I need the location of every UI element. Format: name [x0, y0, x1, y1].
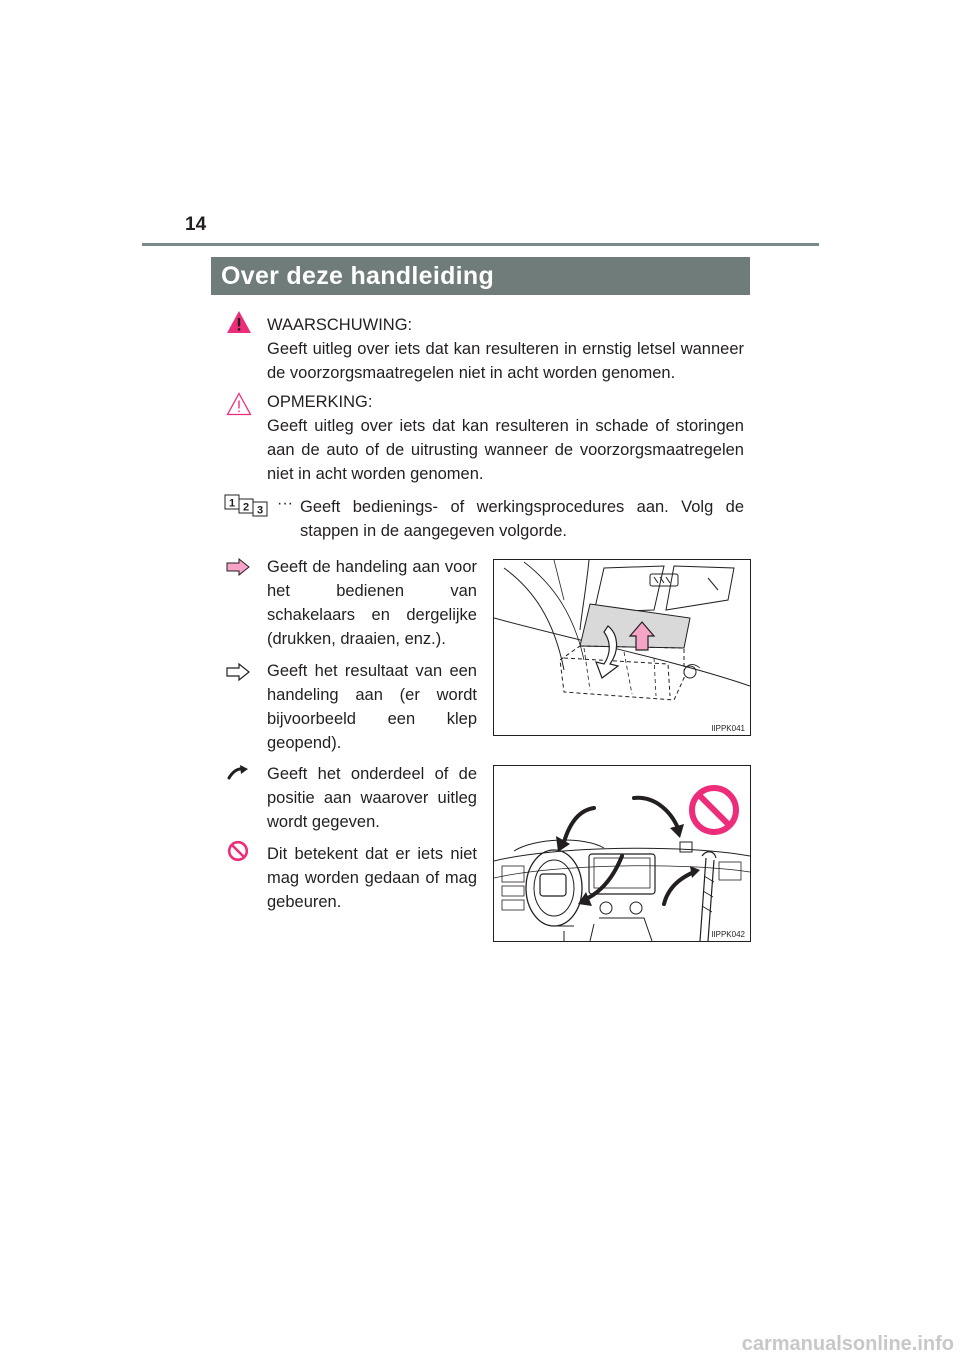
warning-heading: WAARSCHUWING: [267, 316, 413, 334]
prohibited-icon [227, 840, 249, 862]
notice-text: Geeft uitleg over iets dat kan resulteren in schade of storingen aan de auto of de uitrusting wanneer de voorzorgsmaatregelen niet in acht worden genomen. [267, 417, 744, 483]
component-text: Geeft het onderdeel of de positie aan waarover uitleg wordt gegeven. [267, 765, 477, 831]
top-rule [142, 243, 819, 246]
prohibited-entry [267, 842, 477, 914]
overhead-figure-code: IIPPK041 [711, 724, 745, 733]
step-badge-2: 2 [242, 501, 250, 514]
warning-text: Geeft uitleg over iets dat kan resulteren in ernstig letsel wanneer de voorzorgsmaatregelen niet in acht worden genomen. [267, 340, 744, 382]
overhead-console-illustration [494, 560, 750, 735]
prohibited-text: Dit betekent dat er iets niet mag worden gedaan of mag gebeuren. [267, 845, 477, 911]
dashboard-illustration [494, 766, 750, 941]
dashboard-figure-code: IIPPK042 [711, 930, 745, 939]
step-badges-icon [224, 493, 274, 517]
action-text: Geeft de handeling aan voor het bedienen van schakelaars en dergelijke (drukken, draaien, enz.). [267, 558, 477, 648]
notice-entry [267, 390, 744, 486]
result-text: Geeft het resultaat van een handeling aan (er wordt bijvoorbeeld een klep geopend). [267, 662, 477, 752]
overhead-console-figure [493, 559, 751, 736]
notice-heading: OPMERKING: [267, 393, 373, 411]
action-entry [267, 555, 477, 651]
dashboard-figure [493, 765, 751, 942]
result-entry [267, 659, 477, 755]
section-title: Over deze handleiding [211, 257, 750, 295]
steps-ellipsis: ··· [277, 495, 293, 512]
warning-entry [267, 313, 744, 385]
step-badge-1: 1 [228, 497, 236, 510]
page-number: 14 [185, 214, 207, 235]
warning-outline-icon [226, 392, 252, 416]
warning-filled-icon [226, 310, 252, 334]
steps-text: Geeft bedienings- of werkingsprocedures aan. Volg de stappen in de aangegeven volgorde. [300, 498, 744, 540]
step-badge-3: 3 [256, 504, 264, 517]
component-entry [267, 762, 477, 834]
pointer-arrow-icon [227, 764, 249, 780]
footer-watermark: carmanualsonline.info [741, 1333, 954, 1355]
steps-entry [300, 495, 744, 543]
arrow-filled-icon [226, 558, 250, 576]
arrow-outline-icon [226, 663, 250, 681]
